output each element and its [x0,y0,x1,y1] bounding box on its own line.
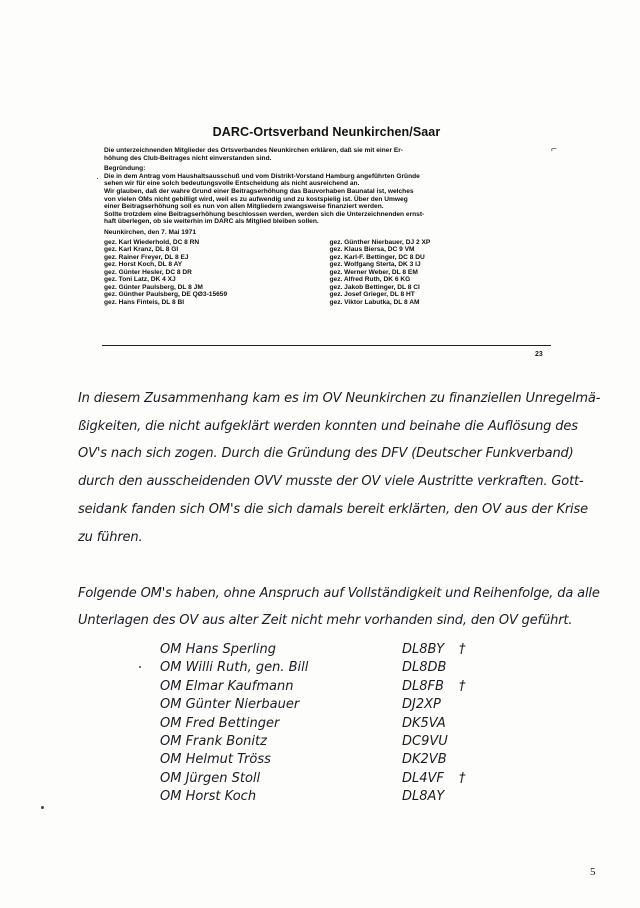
margin-mark: · [96,173,99,183]
om-list-item [160,752,480,770]
signature: gez. Rainer Freyer, DL 8 EJ [104,253,189,261]
page-number: 5 [590,866,596,878]
signatures-right [324,239,550,307]
clipping-line: Die in dem Antrag vom Haushaltsausschuß und vom Distrikt-Vorstand Hamburg angeführten Gründe [104,172,420,180]
text-line: In diesem Zusammenhang kam es im OV Neunkirchen zu finanziellen Unregelmä- [78,391,601,406]
clipping-date: Neunkirchen, den 7. Mai 1971 [104,228,196,236]
text-line: durch den ausscheidenden OVV musste der OV viele Austritte verkraften. Gott- [78,474,584,490]
om-name: OM Fred Bettinger [160,715,280,731]
deceased-mark: † [459,770,466,786]
text-line: ßigkeiten, die nicht aufgeklärt werden konnten und beinahe die Auflösung des [78,418,578,434]
om-callsign: DC9VU [402,733,448,749]
clipping-title: DARC-Ortsverband Neunkirchen/Saar [212,125,441,139]
text-line: Folgende OM's haben, ohne Anspruch auf Vollständigkeit und Reihenfolge, da alle [78,586,600,601]
signatures-left [104,239,324,307]
om-name: OM Willi Ruth, gen. Bill [160,660,309,676]
om-name: OM Hans Sperling [160,642,277,657]
signature: gez. Werner Weber, DL 8 EM [329,268,418,276]
om-list-item [160,697,480,715]
om-list-item [160,771,480,789]
deceased-mark: † [459,642,466,657]
signature: gez. Karl-F. Bettinger, DC 8 DU [329,253,425,261]
clipping-line: Sollte trotzdem eine Beitragserhöhung beschlossen werden, werden sich die Unterzeichnenden ernst- [104,210,425,218]
paragraph-history [78,385,604,551]
om-list-item [160,642,480,660]
text-line: OV's nach sich zogen. Durch die Gründung des DFV (Deutscher Funkverband) [78,446,574,462]
clipping-line: Begründung: [104,165,146,173]
clipping-page-ref: 23 [535,351,543,358]
text-line: zu führen. [78,529,143,545]
deceased-mark: † [459,678,466,694]
om-name: OM Elmar Kaufmann [160,678,294,694]
signature: gez. Günter Paulsberg, DL 8 JM [104,283,203,291]
signature-columns [104,239,549,307]
clipping-line: einer Beitragserhöhung soll es nun von allen Mitgliedern zwangsweise finanziert werden. [104,203,384,211]
clipping-line: haft überlegen, ob sie weiterhin im DARC als Mitglied bleiben sollen. [104,218,319,226]
clipping-line: Wir glauben, daß der wahre Grund einer Beitragserhöhung das Bauvorhaben Baunatal ist, welches [104,187,414,195]
signature: gez. Viktor Labutka, DL 8 AM [329,298,420,306]
om-name: OM Günter Nierbauer [160,697,300,713]
om-name: OM Frank Bonitz [160,733,267,749]
signature: gez. Josef Grieger, DL 8 HT [329,291,415,299]
om-callsign: DL8FB [402,678,444,694]
signature: gez. Hans Finteis, DL 8 BI [104,298,185,306]
clipping-line: höhung des Club-Beitrages nicht einverstanden sind. [104,154,272,162]
signature: gez. Günter Hesler, DC 8 DR [104,268,192,276]
signature: gez. Horst Koch, DL 8 AY [104,261,183,269]
clipping-line: sehen wir für eine solch bedeutungsvolle Entscheidung als nicht ausreichend an. [104,180,360,188]
om-list-item [160,660,480,678]
signature: gez. Klaus Biersa, DC 9 VM [329,246,415,254]
om-callsign: DK5VA [402,715,446,731]
om-list-item [160,716,480,734]
signature: gez. Karl Kranz, DL 8 GI [104,246,179,254]
om-name: OM Horst Koch [160,789,257,805]
paragraph-intro-list [78,580,604,634]
om-callsign: DJ2XP [402,697,441,713]
om-callsign: DL8AY [402,789,445,805]
om-list-item [160,789,480,807]
om-callsign: DK2VB [402,752,447,768]
om-name: OM Helmut Tröss [160,752,271,768]
om-callsign: DL8DB [402,660,447,676]
om-name: OM Jürgen Stoll [160,770,261,786]
signature: gez. Jakob Bettinger, DL 8 CI [329,283,420,291]
signature: gez. Toni Latz, DK 4 XJ [104,276,176,284]
text-line: Unterlagen des OV aus alter Zeit nicht mehr vorhanden sind, den OV geführt. [78,613,573,628]
om-list-item [160,679,480,697]
om-list [160,642,480,808]
om-list-item [160,734,480,752]
om-callsign: DL8BY [402,642,445,657]
signature: gez. Günther Paulsberg, DE QØ3-15659 [104,291,228,299]
om-callsign: DL4VF [402,770,444,786]
signature: gez. Alfred Ruth, DK 6 KG [329,276,411,284]
scan-speck [41,806,44,809]
scan-speck [139,666,141,668]
signature: gez. Karl Wiederhold, DC 8 RN [104,238,200,246]
signature: gez. Wolfgang Sterta, DK 3 IJ [329,261,421,269]
clipping-rule [102,345,551,346]
signature: gez. Günther Nierbauer, DJ 2 XP [329,238,431,246]
margin-mark: ⌐ [551,144,557,155]
text-line: seidank fanden sich OM's die sich damals bereit erklärten, den OV aus der Krise [78,501,588,517]
newspaper-clipping [104,125,549,306]
clipping-line: von vielen OMs nicht gebilligt wird, weil es zu aufwendig und zu kostspielig ist. Über den Umweg [104,195,408,203]
clipping-line: Die unterzeichnenden Mitglieder des Ortsverbandes Neunkirchen erklären, daß sie mit einer Er- [104,147,404,154]
